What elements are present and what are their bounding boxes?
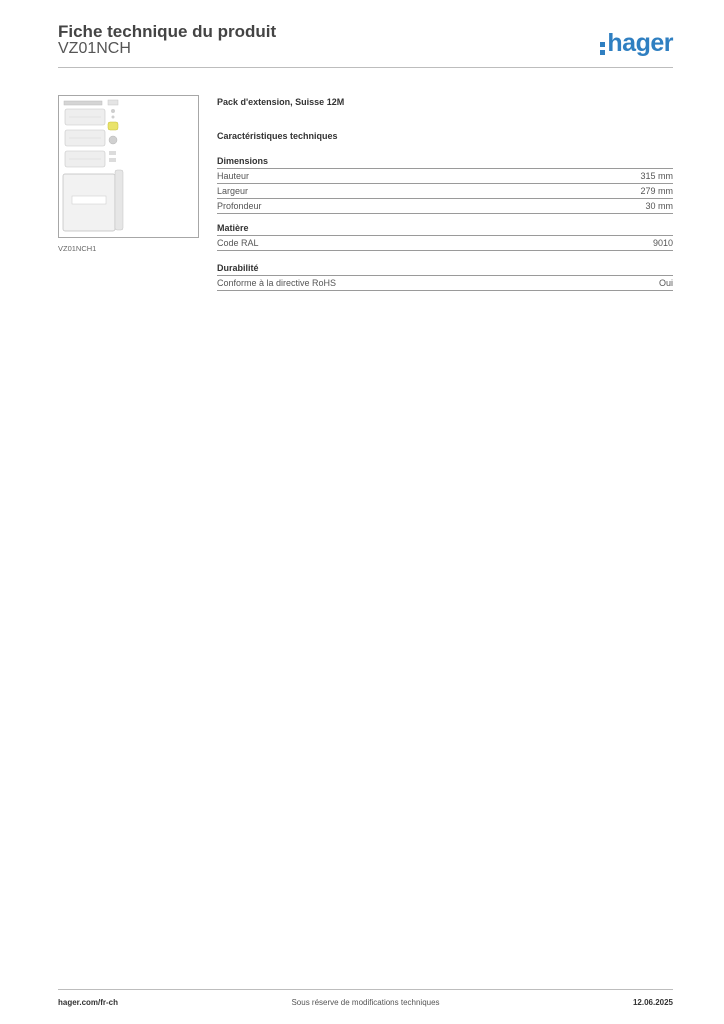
- durability-group: [217, 262, 673, 291]
- product-image: [58, 95, 199, 238]
- table-row: [217, 198, 673, 214]
- logo-colon-icon: [599, 36, 607, 56]
- footer-divider: [58, 989, 673, 990]
- table-row: [217, 183, 673, 198]
- footer-date: 12.06.2025: [632, 998, 673, 1007]
- table-row: [217, 235, 673, 251]
- group-title: Matière: [217, 223, 249, 233]
- section-title: Caractéristiques techniques: [217, 131, 338, 141]
- product-name: Pack d'extension, Suisse 12M: [217, 97, 345, 107]
- image-caption: VZ01NCH1: [58, 244, 97, 253]
- row-value: 279 mm: [640, 186, 673, 196]
- table-row: [217, 168, 673, 183]
- row-value: Oui: [658, 278, 673, 288]
- row-label: Profondeur: [217, 201, 262, 211]
- row-value: 30 mm: [645, 201, 673, 211]
- row-label: Code RAL: [217, 238, 259, 248]
- page-title: Fiche technique du produit: [58, 22, 277, 41]
- document-header: [58, 20, 673, 68]
- header-divider: [58, 67, 673, 68]
- footer-notice: Sous réserve de modifications techniques: [291, 998, 440, 1007]
- table-row: [217, 275, 673, 291]
- logo-text: hager: [607, 29, 673, 57]
- dimensions-group: [217, 155, 673, 214]
- product-code: VZ01NCH: [58, 40, 131, 57]
- material-group: [217, 222, 673, 251]
- row-label: Conforme à la directive RoHS: [217, 278, 337, 288]
- group-title: Dimensions: [217, 156, 269, 166]
- hager-logo: [599, 26, 673, 56]
- group-title: Durabilité: [217, 263, 259, 273]
- footer-website[interactable]: hager.com/fr-ch: [58, 998, 119, 1007]
- row-value: 315 mm: [640, 171, 673, 181]
- row-label: Largeur: [217, 186, 249, 196]
- product-illustration: [59, 96, 198, 237]
- row-value: 9010: [652, 238, 673, 248]
- row-label: Hauteur: [217, 171, 250, 181]
